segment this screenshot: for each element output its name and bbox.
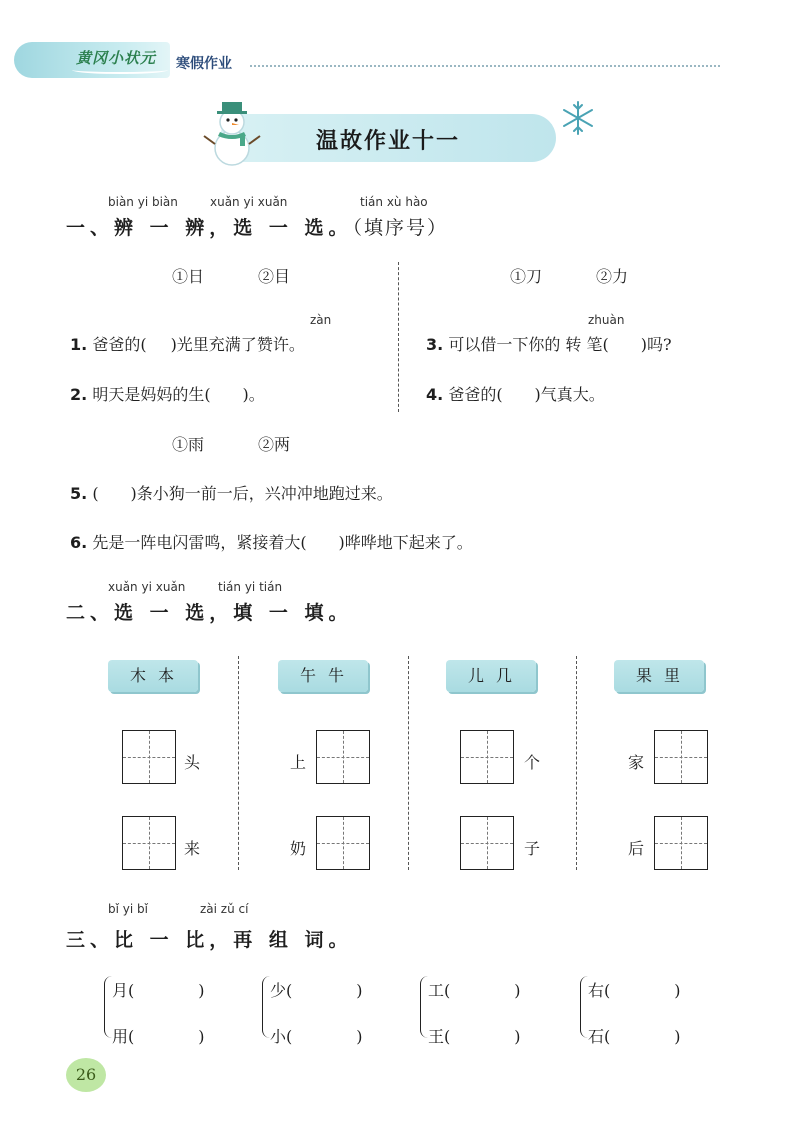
- pair-1-top: 月( ): [112, 981, 205, 1000]
- q4-text: 爸爸的( )气真大。: [448, 385, 605, 404]
- tian-box-3b[interactable]: [460, 816, 514, 870]
- tian-box-4b[interactable]: [654, 816, 708, 870]
- q1-zan: 赞: [256, 335, 273, 354]
- groupA-option-2: ②目: [258, 267, 291, 286]
- tian-box-2b[interactable]: [316, 816, 370, 870]
- question-5: [70, 481, 393, 504]
- section1-heading-text: 一、辨 一 辨，选 一 选。: [66, 217, 353, 239]
- snowman-icon: [200, 94, 264, 168]
- pair-4-top: 右( ): [588, 981, 681, 1000]
- q5-text: ( )条小狗一前一后，兴冲冲地跑过来。: [92, 484, 393, 503]
- choice-chip-3: 儿几: [446, 660, 536, 692]
- q3-zhuan: 转: [565, 335, 582, 354]
- title-banner: [220, 114, 556, 162]
- q1-number: 1.: [70, 335, 88, 354]
- section1-heading: [66, 213, 448, 240]
- section2-divider-2: [408, 656, 409, 870]
- question-6: [70, 530, 473, 553]
- q2-text: 明天是妈妈的生( )。: [92, 385, 265, 404]
- snowflake-icon: [560, 100, 596, 136]
- brand-swoosh: [72, 66, 168, 74]
- question-3: [426, 332, 672, 355]
- char-1a: 头: [184, 753, 201, 772]
- section1-pinyin-1: biàn yi biàn: [108, 195, 178, 209]
- groupA-option-1: ①日: [172, 267, 205, 286]
- tian-box-4a[interactable]: [654, 730, 708, 784]
- q3-text-b: 笔( )吗?: [586, 335, 672, 354]
- pair-4-bottom: 石( ): [588, 1027, 681, 1046]
- tian-box-2a[interactable]: [316, 730, 370, 784]
- q1-text-c: 许。: [272, 335, 305, 354]
- section2-pinyin-2: tián yi tián: [218, 580, 283, 594]
- section2-divider-1: [238, 656, 239, 870]
- header-dotted-line: [250, 65, 720, 67]
- tian-box-3a[interactable]: [460, 730, 514, 784]
- q6-text: 先是一阵电闪雷鸣，紧接着大( )哗哗地下起来了。: [92, 533, 473, 552]
- section1-divider: [398, 262, 399, 412]
- groupC-option-1: ①雨: [172, 435, 205, 454]
- choice-chip-2: 午牛: [278, 660, 368, 692]
- section1-pinyin-3: tián xù hào: [360, 195, 428, 209]
- pair-2-top: 少( ): [270, 981, 363, 1000]
- section3-pinyin-2: zài zǔ cí: [200, 902, 249, 916]
- section1-pinyin-2: xuǎn yi xuǎn: [210, 195, 288, 209]
- choice-chip-4: 果里: [614, 660, 704, 692]
- question-1: [70, 332, 305, 355]
- section3-pinyin-1: bǐ yi bǐ: [108, 902, 148, 916]
- char-2a: 上: [290, 753, 307, 772]
- section1-note: （填序号）: [352, 217, 448, 239]
- q3-number: 3.: [426, 335, 444, 354]
- series-title: 寒假作业: [176, 56, 232, 72]
- page-number: 26: [66, 1058, 106, 1092]
- q2-number: 2.: [70, 385, 88, 404]
- q3-text-a: 可以借一下你的: [448, 335, 561, 354]
- section2-heading: 二、选 一 选，填 一 填。: [66, 602, 353, 624]
- choice-chip-1: 木本: [108, 660, 198, 692]
- q1-text-b: )光里充满了: [170, 335, 257, 354]
- char-2b: 奶: [290, 839, 307, 858]
- groupB-option-2: ②力: [596, 267, 629, 286]
- pair-2-bottom: 小( ): [270, 1027, 363, 1046]
- brand-logo: 黄冈小状元: [76, 49, 157, 67]
- section2-divider-3: [576, 656, 577, 870]
- page-header: [0, 38, 800, 82]
- pair-3-top: 工( ): [428, 981, 521, 1000]
- q4-number: 4.: [426, 385, 444, 404]
- pair-3-bottom: 王( ): [428, 1027, 521, 1046]
- q3-pinyin: zhuàn: [588, 313, 625, 327]
- char-3a: 个: [524, 753, 541, 772]
- section2-pinyin-1: xuǎn yi xuǎn: [108, 580, 186, 594]
- q5-number: 5.: [70, 484, 88, 503]
- question-2: [70, 382, 265, 405]
- tian-box-1a[interactable]: [122, 730, 176, 784]
- char-1b: 来: [184, 839, 201, 858]
- tian-box-1b[interactable]: [122, 816, 176, 870]
- q1-pinyin: zàn: [310, 313, 332, 327]
- char-4b: 后: [628, 839, 645, 858]
- char-3b: 子: [524, 839, 541, 858]
- char-4a: 家: [628, 753, 645, 772]
- groupB-option-1: ①刀: [510, 267, 543, 286]
- page-title: 温故作业十一: [315, 129, 460, 154]
- question-4: [426, 382, 605, 405]
- q1-text-a: 爸爸的(: [92, 335, 147, 354]
- section3-heading: 三、比 一 比，再 组 词。: [66, 929, 353, 951]
- q6-number: 6.: [70, 533, 88, 552]
- groupC-option-2: ②两: [258, 435, 291, 454]
- pair-1-bottom: 用( ): [112, 1027, 205, 1046]
